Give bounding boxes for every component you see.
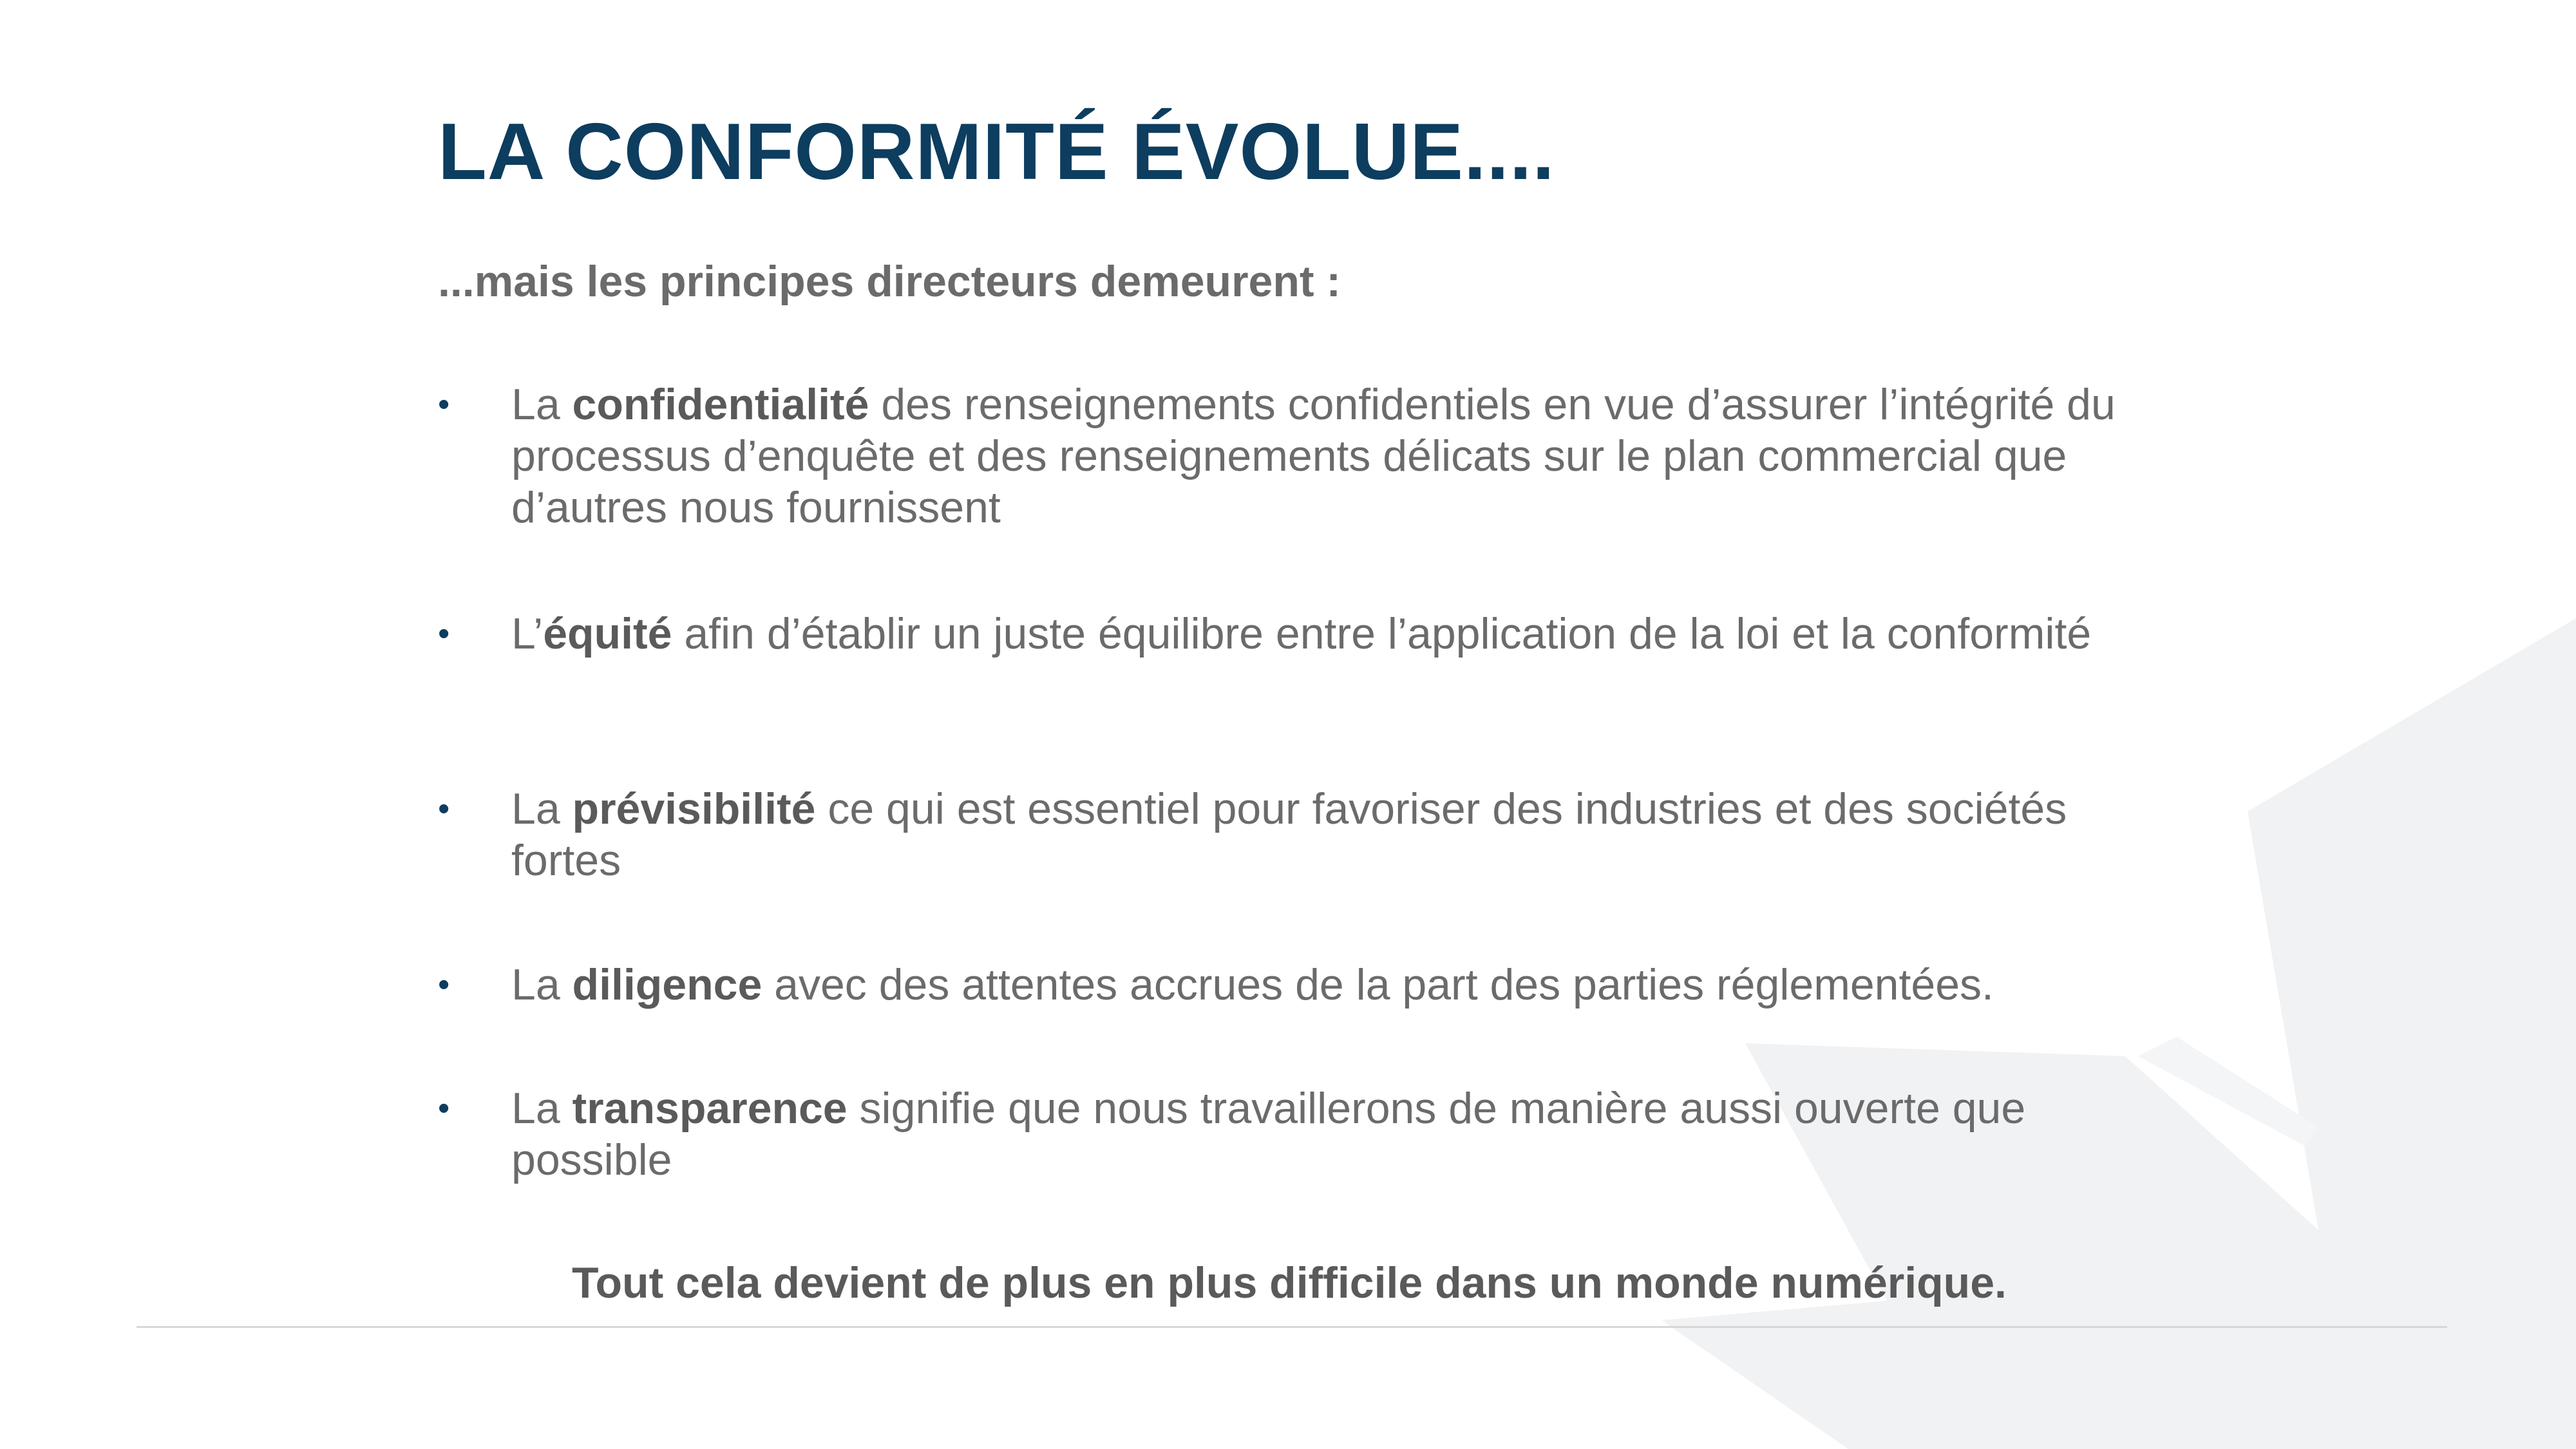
- bullet-keyword: prévisibilité: [572, 784, 816, 833]
- bullet-keyword: équité: [543, 609, 672, 658]
- bullet-description: signifie que nous travaillerons de manière aussi ouverte que possible: [511, 1084, 2026, 1184]
- bullet-keyword: transparence: [572, 1084, 848, 1133]
- bullet-description: ce qui est essentiel pour favoriser des industries et des sociétés fortes: [511, 784, 2067, 885]
- bullet-description: afin d’établir un juste équilibre entre l’application de la loi et la conformité: [672, 609, 2092, 658]
- bullet-text: [511, 783, 2160, 886]
- bullet-text: [511, 1083, 2160, 1186]
- bullet-text: [511, 959, 2160, 1010]
- bullet-icon: •: [438, 615, 450, 652]
- conclusion-text: Tout cela devient de plus en plus difficile dans un monde numérique.: [572, 1258, 2007, 1307]
- bullet-icon: •: [438, 386, 450, 423]
- bullet-icon: •: [438, 1090, 450, 1127]
- bullet-prefix: La: [511, 380, 573, 429]
- bullet-text: [511, 379, 2160, 533]
- bullet-prefix: La: [511, 960, 573, 1009]
- bullet-text: [511, 608, 2160, 659]
- bullet-prefix: La: [511, 784, 573, 833]
- bullet-keyword: diligence: [572, 960, 762, 1009]
- bullet-keyword: confidentialité: [572, 380, 869, 429]
- bullet-prefix: L’: [511, 609, 544, 658]
- bullet-icon: •: [438, 790, 450, 828]
- slide-subtitle: ...mais les principes directeurs demeurent :: [438, 257, 1341, 306]
- slide-title: LA CONFORMITÉ ÉVOLUE....: [438, 108, 1555, 196]
- bullet-description: des renseignements confidentiels en vue d’assurer l’intégrité du processus d’enquête et des renseignements délicats sur le plan commercial que d’autres nous fournissent: [511, 380, 2116, 532]
- footer-divider: [137, 1326, 2447, 1328]
- bullet-icon: •: [438, 966, 450, 1003]
- bullet-description: avec des attentes accrues de la part des parties réglementées.: [762, 960, 1994, 1009]
- bullet-prefix: La: [511, 1084, 573, 1133]
